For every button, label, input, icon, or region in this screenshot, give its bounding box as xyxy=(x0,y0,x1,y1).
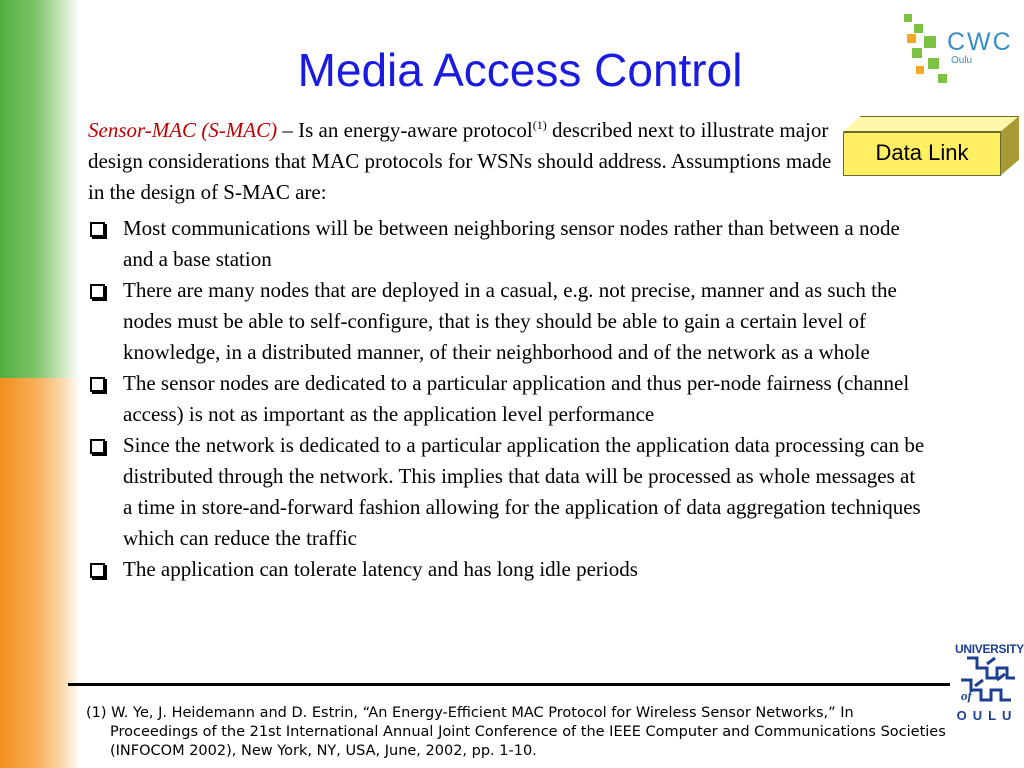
list-item xyxy=(88,554,928,585)
slide-title: Media Access Control xyxy=(297,44,743,96)
checkbox-bullet-icon xyxy=(90,563,105,578)
list-item xyxy=(88,213,928,275)
intro-term: Sensor-MAC (S-MAC) xyxy=(88,118,278,142)
university-logo-emblem-icon xyxy=(957,656,1017,708)
assumption-list xyxy=(88,213,928,585)
cwc-logo-text: CWC xyxy=(947,28,1013,56)
list-item-text: Most communications will be between neighboring sensor nodes rather than between a node and a base station xyxy=(123,216,900,271)
intro-lead: – Is an energy-aware protocol xyxy=(277,118,533,142)
checkbox-bullet-icon xyxy=(90,377,105,392)
data-link-badge-top xyxy=(843,116,1019,132)
cwc-logo-subtext: Oulu xyxy=(951,55,973,66)
university-logo-bottom-text: OULU xyxy=(956,708,1018,723)
university-of-oulu-logo xyxy=(955,642,1024,726)
list-item xyxy=(88,430,928,554)
university-logo-top-text: UNIVERSITY xyxy=(955,642,1024,656)
list-item-text: The application can tolerate latency and has long idle periods xyxy=(123,557,638,581)
footnote-divider xyxy=(68,683,950,686)
checkbox-bullet-icon xyxy=(90,222,105,237)
university-logo-of: of xyxy=(961,688,972,703)
intro-rest: described next to illustrate major design considerations that MAC protocols for WSNs should address. Assumptions made in the design of S-MAC are: xyxy=(88,118,832,204)
intro-paragraph xyxy=(88,110,848,208)
list-item-text: The sensor nodes are dedicated to a particular application and thus per-node fairness (channel access) is not as important as the application level performance xyxy=(123,371,910,426)
side-band-orange xyxy=(0,378,80,768)
intro-reference: (1) xyxy=(532,118,547,132)
checkbox-bullet-icon xyxy=(90,284,105,299)
list-item xyxy=(88,275,928,368)
side-band-green xyxy=(0,0,80,378)
list-item-text: There are many nodes that are deployed in a casual, e.g. not precise, manner and as such the nodes must be able to self-configure, that is they should be able to gain a certain level of knowledge, in a distributed manner, of their neighborhood and of the network as a whole xyxy=(123,278,897,364)
checkbox-bullet-icon xyxy=(90,439,105,454)
list-item xyxy=(88,368,928,430)
cwc-logo xyxy=(904,14,1014,86)
data-link-badge xyxy=(843,116,1019,180)
data-link-badge-label: Data Link xyxy=(843,132,1001,176)
footnote: (1) W. Ye, J. Heidemann and D. Estrin, “An Energy-Efficient MAC Protocol for Wireless Sensor Networks,” In Proceedings of the 21st International Annual Joint Conference of the IEEE Computer and Communications Societies (INFOCOM 2002), New York, NY, USA, June, 2002, pp. 1-10. xyxy=(86,705,946,759)
list-item-text: Since the network is dedicated to a particular application the application data processing can be distributed through the network. This implies that data will be processed as whole messages at a time in store-and-forward fashion allowing for the application of data aggregation techniques which can reduce the traffic xyxy=(123,433,925,550)
